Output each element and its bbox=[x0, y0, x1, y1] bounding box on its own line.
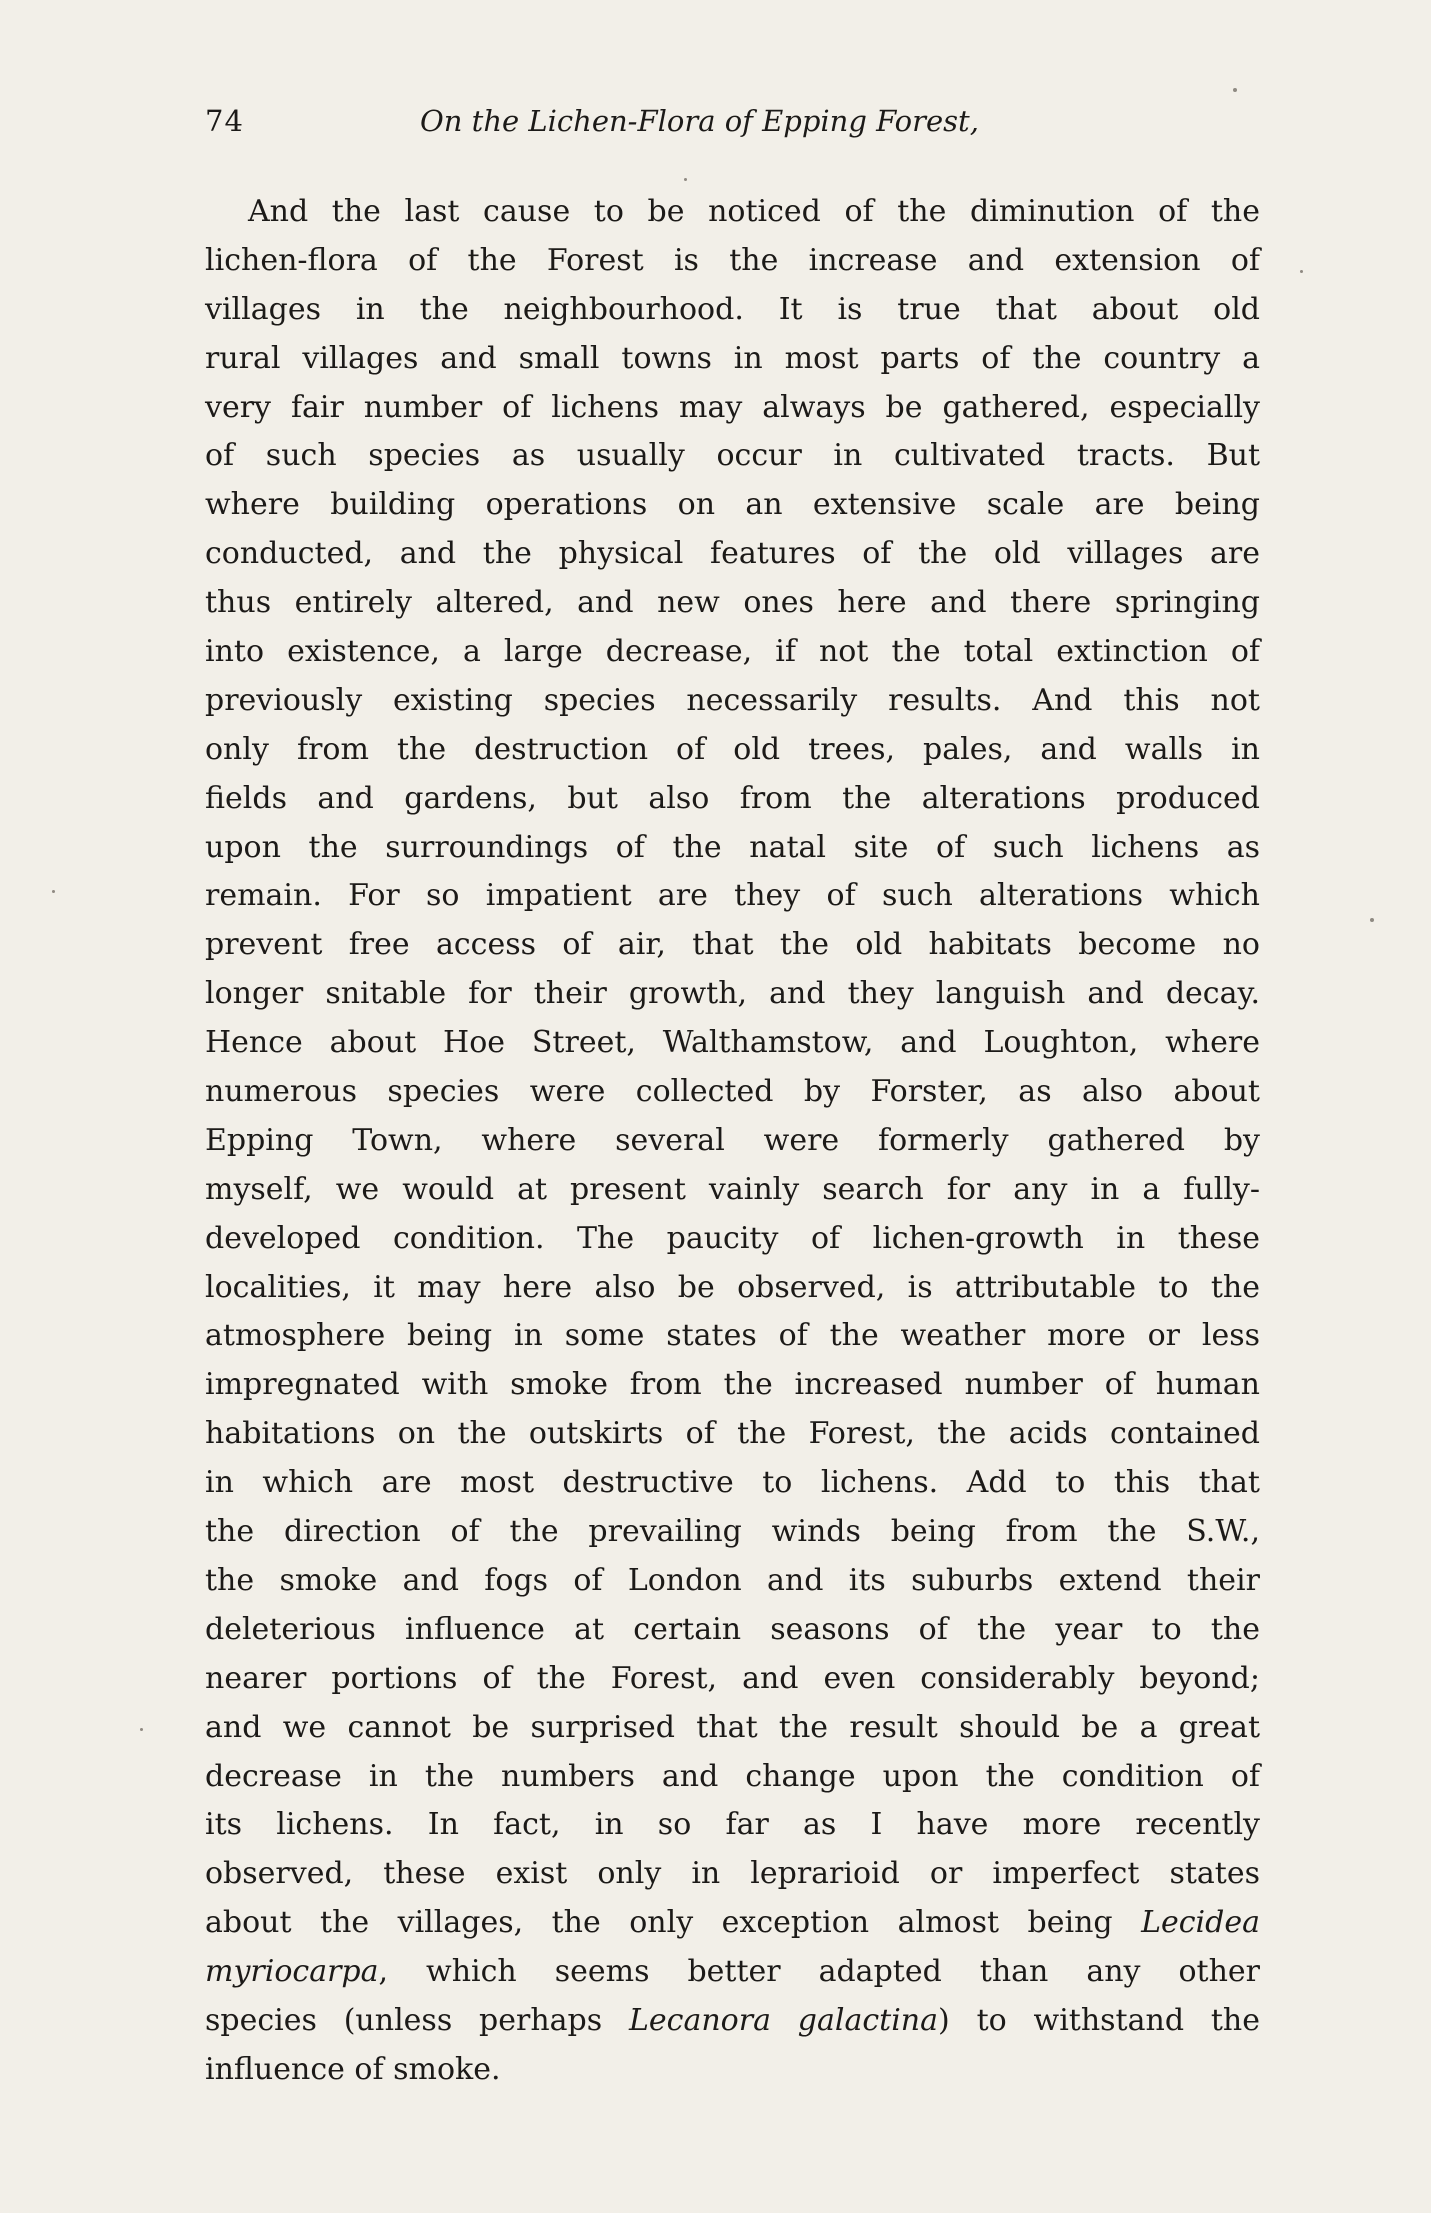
text-line: rural villages and small towns in most parts of the country a bbox=[205, 340, 1260, 376]
page-number: 74 bbox=[205, 104, 244, 138]
text-line: the direction of the prevailing winds being from the S.W., bbox=[205, 1514, 1260, 1550]
page-header bbox=[205, 104, 1260, 154]
paper-speck bbox=[1233, 88, 1237, 92]
text-line: villages in the neighbourhood. It is true that about old bbox=[205, 291, 1260, 327]
body-paragraph bbox=[205, 188, 1260, 2095]
text-line: deleterious influence at certain seasons of the year to the bbox=[205, 1611, 1260, 1647]
text-line: into existence, a large decrease, if not the total extinction of bbox=[205, 634, 1260, 670]
text-line: previously existing species necessarily results. And this not bbox=[205, 682, 1260, 718]
text-line: longer snitable for their growth, and they languish and decay. bbox=[205, 976, 1260, 1012]
text-line: remain. For so impatient are they of such alterations which bbox=[205, 878, 1260, 914]
text-line: developed condition. The paucity of lichen-growth in these bbox=[205, 1220, 1260, 1256]
text-line: lichen-flora of the Forest is the increase and extension of bbox=[205, 242, 1260, 278]
text-line: and we cannot be surprised that the result should be a great bbox=[205, 1709, 1260, 1745]
text-line: decrease in the numbers and change upon the condition of bbox=[205, 1758, 1260, 1794]
text-line: Epping Town, where several were formerly gathered by bbox=[205, 1122, 1260, 1158]
species-name: myriocarpa bbox=[205, 1954, 379, 1990]
text-line: myriocarpa, which seems better adapted than any other bbox=[205, 1954, 1260, 1990]
text-line: very fair number of lichens may always be gathered, especially bbox=[205, 389, 1260, 425]
text-line: myself, we would at present vainly search for any in a fully- bbox=[205, 1171, 1260, 1207]
text-line: influence of smoke. bbox=[205, 2051, 501, 2087]
text-line: its lichens. In fact, in so far as I have more recently bbox=[205, 1807, 1260, 1843]
text-line: conducted, and the physical features of the old villages are bbox=[205, 536, 1260, 572]
paper-speck bbox=[140, 1728, 143, 1731]
text-line: about the villages, the only exception almost being Lecidea bbox=[205, 1905, 1260, 1941]
text-line: atmosphere being in some states of the weather more or less bbox=[205, 1318, 1260, 1354]
paper-speck bbox=[1300, 270, 1303, 273]
text-line: in which are most destructive to lichens. Add to this that bbox=[205, 1465, 1260, 1501]
text-line: of such species as usually occur in cultivated tracts. But bbox=[205, 438, 1260, 474]
paper-speck bbox=[1370, 918, 1374, 922]
text-line: prevent free access of air, that the old habitats become no bbox=[205, 927, 1260, 963]
species-name: Lecidea bbox=[1141, 1905, 1260, 1941]
text-line: species (unless perhaps Lecanora galactina) to withstand the bbox=[205, 2002, 1260, 2038]
paper-speck bbox=[684, 178, 687, 181]
text-line: nearer portions of the Forest, and even considerably beyond; bbox=[205, 1660, 1260, 1696]
text-line: upon the surroundings of the natal site of such lichens as bbox=[205, 829, 1260, 865]
text-line: numerous species were collected by Forster, as also about bbox=[205, 1074, 1260, 1110]
text-line: fields and gardens, but also from the alterations produced bbox=[205, 780, 1260, 816]
text-line: where building operations on an extensive scale are being bbox=[205, 487, 1260, 523]
running-title: On the Lichen-Flora of Epping Forest, bbox=[420, 104, 979, 138]
text-line: observed, these exist only in leprarioid or imperfect states bbox=[205, 1856, 1260, 1892]
paper-speck bbox=[52, 890, 55, 893]
text-line: only from the destruction of old trees, pales, and walls in bbox=[205, 731, 1260, 767]
text-line: thus entirely altered, and new ones here and there springing bbox=[205, 585, 1260, 621]
text-line: impregnated with smoke from the increased number of human bbox=[205, 1367, 1260, 1403]
text-line: And the last cause to be noticed of the diminution of the bbox=[248, 194, 1260, 229]
text-line: Hence about Hoe Street, Walthamstow, and Loughton, where bbox=[205, 1025, 1260, 1061]
text-line: habitations on the outskirts of the Forest, the acids contained bbox=[205, 1416, 1260, 1452]
text-line: the smoke and fogs of London and its suburbs extend their bbox=[205, 1562, 1260, 1598]
text-line: localities, it may here also be observed, is attributable to the bbox=[205, 1269, 1260, 1305]
species-name: Lecanora galactina bbox=[628, 2002, 939, 2038]
